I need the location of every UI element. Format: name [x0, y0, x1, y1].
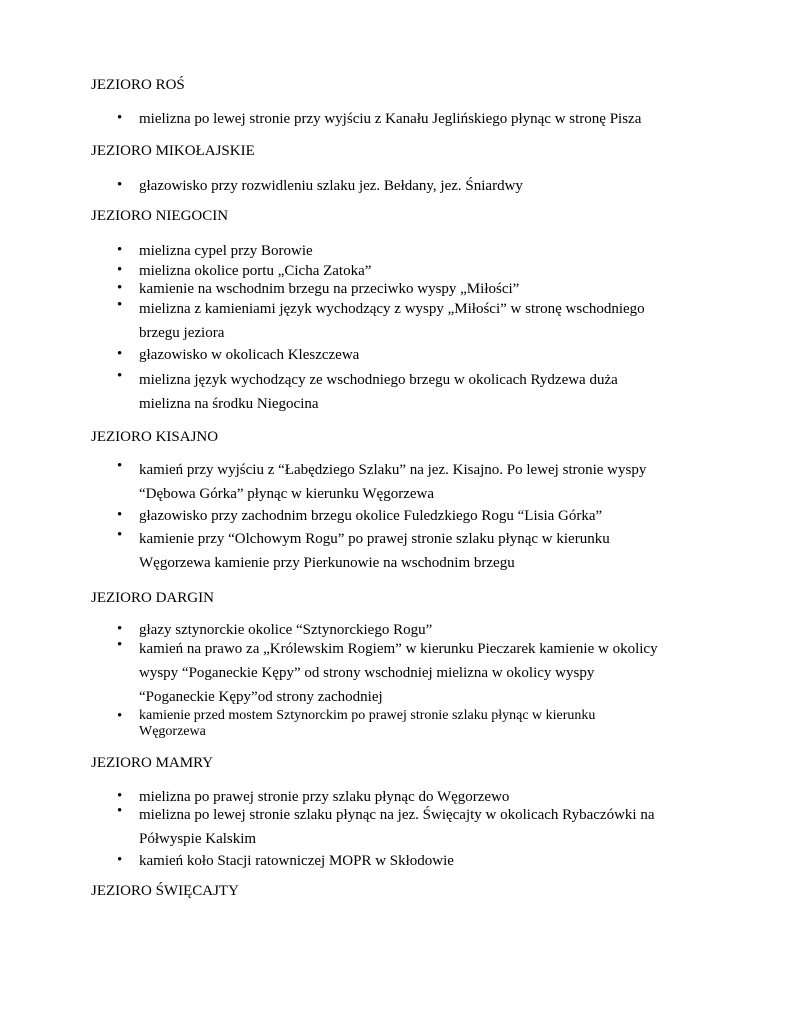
list-item [117, 507, 699, 525]
bullet-icon: • [117, 788, 123, 804]
list-item-text: “Poganeckie Kępy”od strony zachodniej [139, 689, 383, 705]
list-item-text: mielizna po lewej stronie przy wyjściu z Kanału Jeglińskiego płynąc w stronę Pisza [139, 111, 642, 127]
list-item [117, 368, 699, 416]
list-item [117, 242, 699, 260]
list-item-text: kamienie przed mostem Sztynorckim po prawej stronie szlaku płynąc w kierunku [139, 708, 596, 723]
bullet-icon: • [117, 262, 123, 278]
list-item [117, 297, 699, 345]
bullet-icon: • [117, 297, 123, 313]
list-item [117, 803, 699, 851]
bullet-icon: • [117, 621, 123, 637]
section-heading-mikolajskie: JEZIORO MIKOŁAJSKIE [91, 143, 255, 159]
bullet-icon: • [117, 852, 123, 868]
list-item-text: głazowisko w okolicach Kleszczewa [139, 347, 360, 363]
bullet-icon: • [117, 507, 123, 523]
list-item-text: mielizna cypel przy Borowie [139, 243, 313, 259]
list-item-text: mielizna po prawej stronie przy szlaku płynąc do Węgorzewo [139, 789, 510, 805]
list-item-text: Węgorzewa kamienie przy Pierkunowie na wschodnim brzegu [139, 555, 515, 571]
bullet-icon: • [117, 527, 123, 543]
list-item-text: głazy sztynorckie okolice “Sztynorckiego Rogu” [139, 622, 433, 638]
bullet-icon: • [117, 110, 123, 126]
list-item [117, 177, 699, 195]
list-item-text: mielizna okolice portu „Cicha Zatoka” [139, 263, 372, 279]
list-item-text: mielizna język wychodzący ze wschodniego brzegu w okolicach Rydzewa duża [139, 372, 618, 388]
list-item-text: mielizna z kamieniami język wychodzący z wyspy „Miłości” w stronę wschodniego [139, 301, 645, 317]
section-heading-mamry: JEZIORO MAMRY [91, 755, 214, 771]
list-item [117, 110, 699, 128]
list-item [117, 708, 699, 740]
list-item-text: Węgorzewa [139, 724, 206, 739]
list-item-text: kamień przy wyjściu z “Łabędziego Szlaku” na jez. Kisajno. Po lewej stronie wyspy [139, 462, 647, 478]
list-item-text: “Dębowa Górka” płynąc w kierunku Węgorzewa [139, 486, 435, 502]
bullet-icon: • [117, 280, 123, 296]
list-item-text: wyspy “Poganeckie Kępy” od strony wschodniej mielizna w okolicy wyspy [139, 665, 595, 681]
bullet-icon: • [117, 458, 123, 474]
list-item [117, 262, 699, 280]
section-heading-swiecajty: JEZIORO ŚWIĘCAJTY [91, 883, 239, 899]
list-item [117, 527, 699, 575]
list-item [117, 280, 699, 298]
section-heading-kisajno: JEZIORO KISAJNO [91, 429, 219, 445]
section-heading-ros: JEZIORO ROŚ [91, 77, 185, 93]
bullet-icon: • [117, 346, 123, 362]
bullet-icon: • [117, 242, 123, 258]
bullet-icon: • [117, 177, 123, 193]
section-heading-dargin: JEZIORO DARGIN [91, 590, 214, 606]
list-item-text: kamienie przy “Olchowym Rogu” po prawej stronie szlaku płynąc w kierunku [139, 531, 610, 547]
list-item-text: mielizna na środku Niegocina [139, 396, 319, 412]
list-item-text: Półwyspie Kalskim [139, 831, 257, 847]
bullet-icon: • [117, 803, 123, 819]
bullet-icon: • [117, 708, 123, 724]
bullet-icon: • [117, 368, 123, 384]
list-item [117, 346, 699, 364]
list-item-text: kamień na prawo za „Królewskim Rogiem” w kierunku Pieczarek kamienie w okolicy [139, 641, 658, 657]
list-item-text: głazowisko przy rozwidleniu szlaku jez. Bełdany, jez. Śniardwy [139, 178, 523, 194]
list-item-text: kamień koło Stacji ratowniczej MOPR w Skłodowie [139, 853, 454, 869]
list-item [117, 458, 699, 506]
list-item [117, 852, 699, 870]
list-item-text: mielizna po lewej stronie szlaku płynąc na jez. Święcajty w okolicach Rybaczówki na [139, 807, 655, 823]
bullet-icon: • [117, 637, 123, 653]
section-heading-niegocin: JEZIORO NIEGOCIN [91, 208, 229, 224]
list-item-text: głazowisko przy zachodnim brzegu okolice Fuledzkiego Rogu “Lisia Górka” [139, 508, 603, 524]
list-item [117, 637, 699, 709]
list-item-text: kamienie na wschodnim brzegu na przeciwko wyspy „Miłości” [139, 281, 520, 297]
list-item-text: brzegu jeziora [139, 325, 225, 341]
